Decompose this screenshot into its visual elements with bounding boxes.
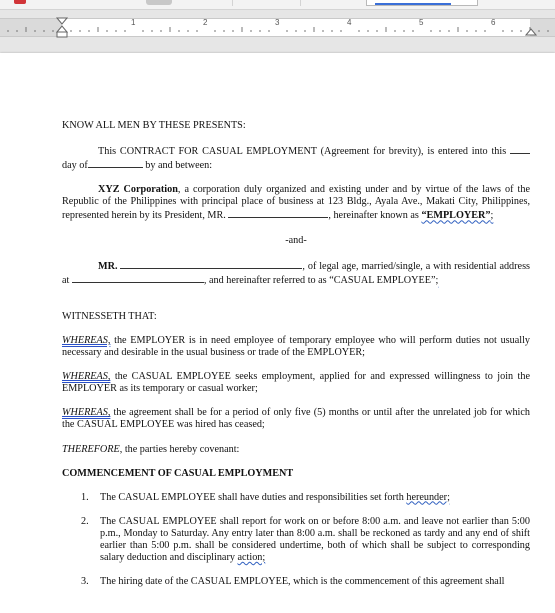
witnesseth-heading: WITNESSETH THAT: [62,310,157,322]
president-name-blank[interactable] [228,208,328,218]
toolbar-separator [232,0,233,6]
horizontal-ruler[interactable] [0,18,555,37]
list-item: 2. The CASUAL EMPLOYEE shall report for work on or before 8:00 a.m. and leave not earlier than 5:00 p.m., Monday to Saturday. Any entry later than 8:00 a.m. shall be reckoned as tardy and any end of shift earlier than 5:00 p.m. shall be considered undertime, both of which shall be subject to corresponding salary deduction and disciplinary action; [81,515,530,564]
therefore-clause: THEREFORE, the parties hereby covenant: [62,443,240,455]
whereas-clause: WHEREAS, the EMPLOYER is in need employee of temporary employee who will perform duties not usually necessary and desirable in the usual business or trade of the EMPLOYER; [62,334,530,359]
right-indent-marker-icon[interactable] [525,27,537,37]
list-item: 3. The hiring date of the CASUAL EMPLOYEE, which is the commencement of this agreement shall [81,576,505,588]
clause-list [62,492,530,589]
ruler-area [0,10,555,50]
ruler-number: 6 [491,18,496,27]
section-heading: COMMENCEMENT OF CASUAL EMPLOYMENT [62,467,294,479]
toolbar-button[interactable] [146,0,172,5]
employer-name: XYZ Corporation [98,184,178,196]
first-line-indent-marker-icon[interactable] [56,17,68,39]
ruler-number: 3 [275,18,280,27]
toolbar-separator [300,0,301,6]
month-blank[interactable] [88,158,143,168]
ruler-number: 2 [203,18,208,27]
list-item: 1. The CASUAL EMPLOYEE shall have duties and responsibilities set forth hereunder; [81,491,450,503]
document-page[interactable] [0,53,555,613]
whereas-clause: WHEREAS, the CASUAL EMPLOYEE seeks employment, applied for and expressed willingness to join the EMPLOYER as its temporary or casual worker; [62,371,530,395]
ruler-number: 4 [347,18,352,27]
intro-paragraph: This CONTRACT FOR CASUAL EMPLOYMENT (Agreement for brevity), is entered into this day of by and between: [62,144,530,172]
and-separator: -and- [285,234,307,246]
document-body[interactable] [62,120,530,588]
ruler-number: 1 [131,18,136,27]
pdf-icon[interactable] [14,0,26,4]
employee-paragraph: MR. , of legal age, married/single, a with residential address at , and hereinafter referred to as “CASUAL EMPLOYEE”; [62,260,530,286]
opening-heading: KNOW ALL MEN BY THESE PRESENTS: [62,120,246,131]
employer-label: “EMPLOYER” [421,210,491,222]
address-blank[interactable] [72,273,204,283]
employer-paragraph: XYZ Corporation, a corporation duly organized and existing under and by virtue of the laws of the Republic of the Philippines with principal place of business at 123 Bldg., Ayala Ave., Makati City, Philippines, represented herein by its President, MR. , hereinafter known as “EMPLOYER”; [62,184,530,222]
employee-mr: MR. [98,260,118,272]
employee-name-blank[interactable] [120,259,302,269]
whereas-clause: WHEREAS, the agreement shall be for a period of only five (5) months or until after the unrelated job for which the CASUAL EMPLOYEE was hired has ceased; [62,407,530,431]
date-blank[interactable] [510,144,530,154]
ruler-number: 5 [419,18,424,27]
toolbar-strip [0,0,555,10]
search-box[interactable] [366,0,478,6]
